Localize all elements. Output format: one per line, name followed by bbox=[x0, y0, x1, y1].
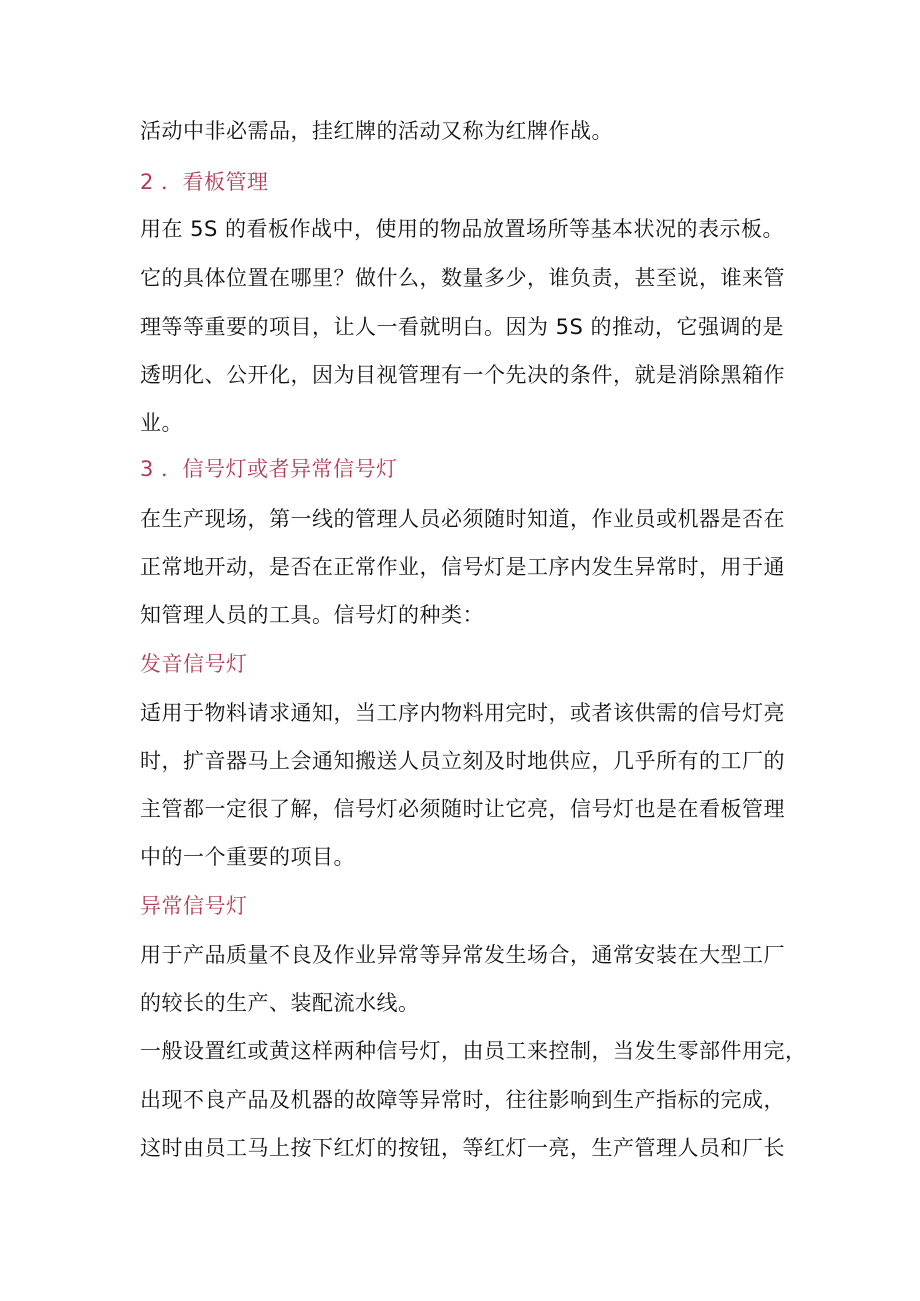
paragraph-line: 业。 bbox=[140, 411, 183, 435]
paragraph-line: 透明化、公开化，因为目视管理有一个先决的条件，就是消除黑箱作 bbox=[140, 363, 785, 387]
section-heading-kanban: 2 ．看板管理 bbox=[140, 170, 269, 194]
paragraph-line: 中的一个重要的项目。 bbox=[140, 845, 355, 869]
paragraph-line: 时，扩音器马上会通知搬送人员立刻及时地供应，几乎所有的工厂的 bbox=[140, 749, 785, 773]
subheading-sound-signal: 发音信号灯 bbox=[140, 652, 248, 676]
paragraph-line: 它的具体位置在哪里？做什么，数量多少，谁负责，甚至说，谁来管 bbox=[140, 266, 785, 290]
paragraph-line: 适用于物料请求通知，当工序内物料用完时，或者该供需的信号灯亮 bbox=[140, 701, 785, 725]
paragraph-line: 一般设置红或黄这样两种信号灯，由员工来控制，当发生零部件用完， bbox=[140, 1039, 807, 1063]
paragraph-line: 正常地开动，是否在正常作业，信号灯是工序内发生异常时，用于通 bbox=[140, 555, 785, 579]
section-heading-signal-light: 3 ．信号灯或者异常信号灯 bbox=[140, 457, 398, 481]
paragraph-line: 用于产品质量不良及作业异常等异常发生场合，通常安装在大型工厂 bbox=[140, 943, 785, 967]
paragraph-line: 用在 5S 的看板作战中，使用的物品放置场所等基本状况的表示板。 bbox=[140, 217, 785, 241]
paragraph-line: 主管都一定很了解，信号灯必须随时让它亮，信号灯也是在看板管理 bbox=[140, 797, 785, 821]
paragraph-line: 知管理人员的工具。信号灯的种类： bbox=[140, 603, 484, 627]
paragraph-line: 出现不良产品及机器的故障等异常时，往往影响到生产指标的完成， bbox=[140, 1088, 785, 1112]
subheading-abnormal-signal: 异常信号灯 bbox=[140, 894, 248, 918]
paragraph-line: 的较长的生产、装配流水线。 bbox=[140, 991, 420, 1015]
paragraph-line: 理等等重要的项目，让人一看就明白。因为 5S 的推动，它强调的是 bbox=[140, 315, 785, 339]
paragraph-line: 在生产现场，第一线的管理人员必须随时知道，作业员或机器是否在 bbox=[140, 507, 785, 531]
paragraph-line: 这时由员工马上按下红灯的按钮，等红灯一亮，生产管理人员和厂长 bbox=[140, 1136, 785, 1160]
paragraph-line: 活动中非必需品，挂红牌的活动又称为红牌作战。 bbox=[140, 119, 613, 143]
